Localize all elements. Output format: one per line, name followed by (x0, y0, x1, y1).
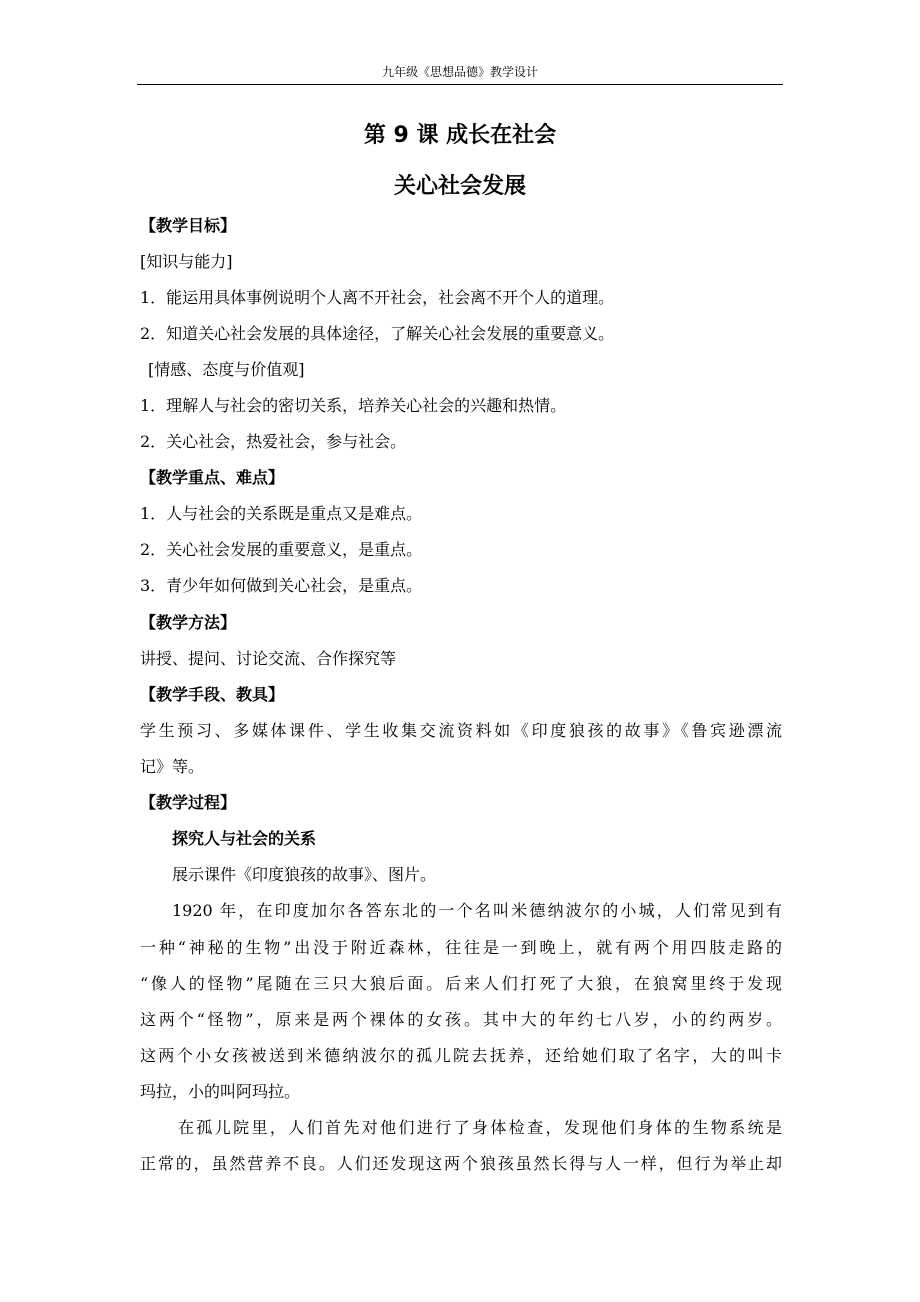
objectives-heading: 【教学目标】 (140, 216, 237, 235)
story-line: 这两个小女孩被送到米德纳波尔的孤儿院去抚养，还给她们取了名字，大的叫卡 (140, 1046, 782, 1065)
tools-heading: 【教学手段、教具】 (140, 685, 285, 704)
header-rule (137, 84, 783, 85)
knowledge-heading: [知识与能力] (140, 252, 233, 271)
story-line: 正常的，虽然营养不良。人们还发现这两个狼孩虽然长得与人一样，但行为举止却 (140, 1154, 782, 1173)
tools-text-line: 记》等。 (140, 757, 205, 776)
key-points-heading: 【教学重点、难点】 (140, 468, 285, 487)
process-intro: 展示课件《印度狼孩的故事》、图片。 (172, 865, 437, 884)
key-point-item: 1．人与社会的关系既是重点又是难点。 (140, 504, 423, 523)
key-point-item: 3．青少年如何做到关心社会，是重点。 (140, 576, 423, 595)
story-line: 这两个“怪物”，原来是两个裸体的女孩。其中大的年约七八岁，小的约两岁。 (140, 1010, 782, 1029)
knowledge-item: 1．能运用具体事例说明个人离不开社会，社会离不开个人的道理。 (140, 288, 615, 307)
story-line: 1920 年，在印度加尔各答东北的一个名叫米德纳波尔的小城，人们常见到有 (172, 901, 782, 920)
knowledge-item: 2．知道关心社会发展的具体途径，了解关心社会发展的重要意义。 (140, 324, 615, 343)
method-text: 讲授、提问、讨论交流、合作探究等 (140, 649, 397, 668)
topic-title: 关心社会发展 (393, 174, 526, 199)
tools-text-line: 学生预习、多媒体课件、学生收集交流资料如《印度狼孩的故事》《鲁宾逊漂流 (140, 721, 782, 740)
story-line: 一种“神秘的生物”出没于附近森林，往往是一到晚上，就有两个用四肢走路的 (140, 938, 782, 957)
story-line: “像人的怪物”尾随在三只大狼后面。后来人们打死了大狼，在狼窝里终于发现 (140, 974, 782, 993)
process-heading: 【教学过程】 (140, 793, 237, 812)
method-heading: 【教学方法】 (140, 613, 237, 632)
attitude-heading: [情感、态度与价值观] (148, 360, 305, 379)
lesson-title: 第 9 课 成长在社会 (363, 123, 557, 148)
story-line: 玛拉，小的叫阿玛拉。 (140, 1082, 301, 1101)
page-header: 九年级《思想品德》教学设计 (381, 65, 538, 79)
story-line: 在孤儿院里，人们首先对他们进行了身体检查，发现他们身体的生物系统是 (178, 1118, 782, 1137)
process-subheading: 探究人与社会的关系 (172, 829, 317, 848)
attitude-item: 1．理解人与社会的密切关系，培养关心社会的兴趣和热情。 (140, 396, 567, 415)
attitude-item: 2．关心社会，热爱社会，参与社会。 (140, 432, 407, 451)
key-point-item: 2．关心社会发展的重要意义，是重点。 (140, 540, 423, 559)
